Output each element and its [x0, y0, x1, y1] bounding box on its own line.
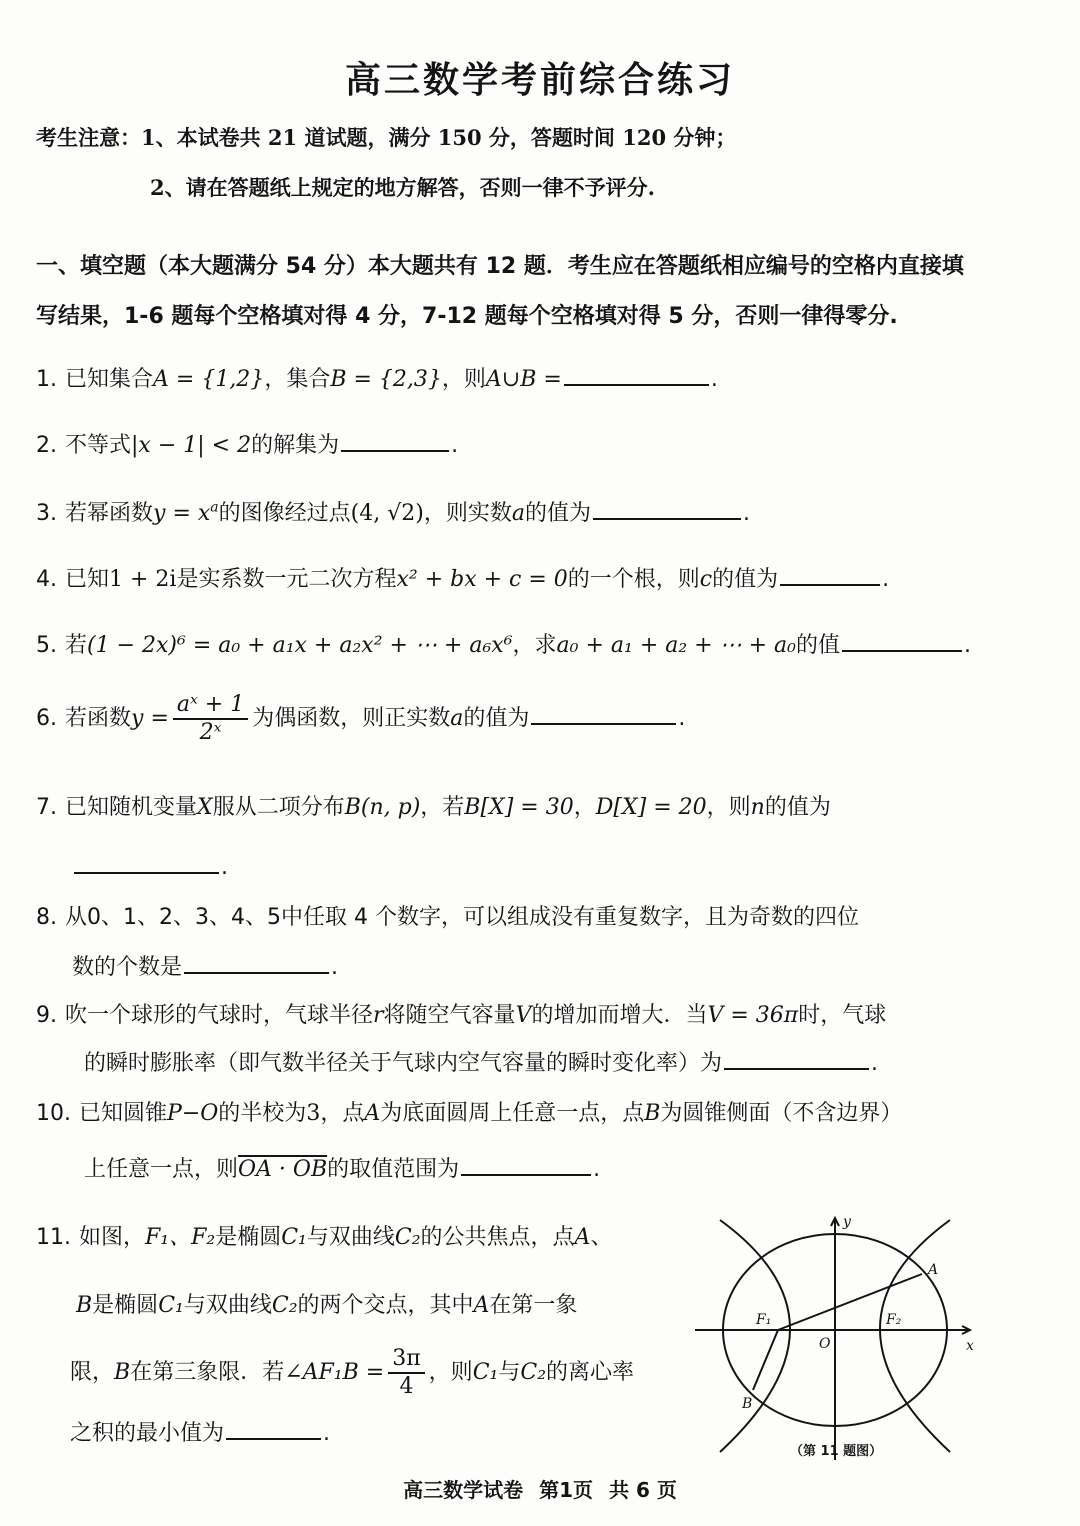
q1-text: ，集合: [264, 367, 331, 392]
q11-text: 、: [590, 1225, 613, 1250]
q11-text: 与: [498, 1360, 521, 1385]
q3-end: .: [742, 501, 750, 526]
q11-text: 在第三象限．若: [130, 1360, 285, 1385]
q6-text: 的值为: [463, 706, 530, 731]
answer-blank[interactable]: [564, 362, 709, 386]
answer-blank[interactable]: [341, 428, 449, 452]
q11-text: 与双曲线: [183, 1293, 272, 1318]
question-number: 10.: [36, 1101, 71, 1126]
q7-end: .: [221, 855, 228, 880]
q1-end: .: [710, 367, 718, 392]
dot-product: OA · OB: [238, 1157, 328, 1182]
page-footer: [0, 1474, 1080, 1503]
numerator: 3π: [388, 1346, 424, 1374]
q2-text: 不等式: [65, 433, 132, 458]
q10-text: 为底面圆周上任意一点，点: [380, 1101, 645, 1126]
inequality-expr: |x − 1| < 2: [131, 433, 252, 458]
hyperbola-right-branch: [880, 1220, 950, 1452]
question-number: 2.: [36, 433, 57, 458]
q8-line-2: 数的个数是: [72, 955, 183, 980]
q11-text: 的公共焦点，点: [420, 1225, 575, 1250]
q2-end: .: [451, 433, 459, 458]
y-label: y: [843, 1214, 851, 1230]
question-5: [36, 628, 971, 659]
denominator: 2ˣ: [199, 720, 222, 745]
q8-line-1: 从0、1、2、3、4、5中任取 4 个数字，可以组成没有重复数字，且为奇数的四位: [65, 905, 859, 930]
q5-text: ，求: [512, 633, 557, 658]
question-10: [36, 1096, 902, 1127]
exponent: a: [210, 499, 219, 516]
q11-text: 与双曲线: [306, 1225, 395, 1250]
ellipse-c1: C₁: [472, 1360, 499, 1385]
question-7-blank-line: [72, 850, 228, 880]
q9-text: 吹一个球形的气球时，气球半径: [65, 1003, 374, 1028]
q10-text: 上任意一点，则: [84, 1157, 239, 1182]
question-4: [36, 562, 889, 593]
binomial-dist: B(n, p): [344, 795, 421, 820]
q10-text: ，点: [320, 1101, 365, 1126]
cone: P−O: [167, 1101, 219, 1126]
answer-blank[interactable]: [780, 562, 880, 586]
q10-end: .: [593, 1157, 601, 1182]
power-func: y = x: [153, 501, 211, 526]
union-expr: A∪B =: [485, 367, 562, 392]
q10-text: 已知圆锥: [79, 1101, 168, 1126]
q4-end: .: [882, 567, 890, 592]
q11-end: .: [323, 1421, 331, 1446]
q3-text: ，则实数: [423, 501, 512, 526]
point-b: B: [644, 1101, 661, 1126]
section-heading-line-1: 一、填空题（本大题满分 54 分）本大题共有 12 题．考生应在答题纸相应编号的空格内直接填: [36, 254, 964, 279]
fraction: [173, 692, 248, 746]
q7-text: 已知随机变量: [65, 795, 198, 820]
fraction: [388, 1346, 424, 1400]
variance: D[X] = 20: [595, 795, 707, 820]
question-number: 3.: [36, 501, 57, 526]
question-7: [36, 790, 831, 821]
q4-text: 是实系数一元二次方程: [176, 567, 397, 592]
question-number: 5.: [36, 633, 57, 658]
variable: a: [511, 501, 525, 526]
point-a: A: [574, 1225, 591, 1250]
point-a: A: [364, 1101, 381, 1126]
variable: n: [750, 795, 765, 820]
notice-line-1: 考生注意：1、本试卷共 21 道试题，满分 150 分，答题时间 120 分钟；: [36, 125, 737, 150]
question-number: 7.: [36, 795, 57, 820]
point-a: A: [473, 1293, 490, 1318]
question-6: [36, 692, 685, 746]
q6-text: 为偶函数，则正实数: [252, 706, 451, 731]
q9-text: 的增加而增大．当: [531, 1003, 708, 1028]
q11-text: 如图，: [79, 1225, 146, 1250]
numerator: aˣ + 1: [173, 692, 248, 720]
f1-label: F₁: [756, 1312, 772, 1328]
question-9-line-2: [84, 1046, 878, 1077]
angle-expr: ∠AF₁B =: [284, 1360, 385, 1385]
q7-text: ，: [573, 795, 596, 820]
q1-text: ，则: [441, 367, 486, 392]
answer-blank[interactable]: [842, 628, 962, 652]
question-2: [36, 428, 458, 459]
hyperbola-c2: C₂: [271, 1293, 298, 1318]
q7-text: 服从二项分布: [212, 795, 345, 820]
question-8: [36, 900, 859, 931]
question-8-line-2: [72, 950, 338, 981]
q11-line-4: 之积的最小值为: [70, 1421, 225, 1446]
q11-text: 在第一象: [489, 1293, 578, 1318]
hyperbola-c2: C₂: [394, 1225, 421, 1250]
hyperbola-c2: C₂: [520, 1360, 547, 1385]
q5-text: 的值: [795, 633, 840, 658]
question-11-line-4: [70, 1416, 330, 1447]
x-label: x: [966, 1338, 974, 1354]
answer-blank[interactable]: [724, 1046, 869, 1070]
page-title: 高三数学考前综合练习: [344, 60, 735, 101]
question-number: 9.: [36, 1003, 57, 1028]
q4-text: 的一个根，则: [567, 567, 700, 592]
a-label: A: [928, 1262, 939, 1278]
q11-text: 的两个交点，其中: [297, 1293, 474, 1318]
footer-total: 共 6 页: [609, 1478, 677, 1502]
variable: a: [450, 706, 464, 731]
question-9: [36, 998, 886, 1029]
q3-text: 的值为: [524, 501, 591, 526]
answer-blank[interactable]: [226, 1416, 321, 1440]
hyperbola-left-branch: [720, 1220, 790, 1452]
f2-label: F₂: [886, 1312, 902, 1328]
q11-text: 限，: [70, 1360, 115, 1385]
question-1: [36, 362, 718, 393]
ellipse-c1: C₁: [281, 1225, 307, 1250]
random-variable: X: [197, 795, 213, 820]
q11-text: 的离心率: [546, 1360, 635, 1385]
q2-text: 的解集为: [251, 433, 340, 458]
question-number: 8.: [36, 905, 57, 930]
q7-text: 的值为: [764, 795, 831, 820]
q11-text: 是椭圆: [215, 1225, 282, 1250]
coefficient-sum: a₀ + a₁ + a₂ + ⋯ + a₀: [556, 633, 796, 658]
section-heading-line-2: 写结果，1-6 题每个空格填对得 4 分，7-12 题每个空格填对得 5 分，否则一律得零分.: [36, 304, 898, 329]
expectation: B[X] = 30: [464, 795, 574, 820]
question-11-line-3: [70, 1346, 634, 1400]
radius-value: 3: [306, 1101, 321, 1126]
answer-blank[interactable]: [74, 850, 219, 874]
question-number: 4.: [36, 567, 57, 592]
quadratic-eq: x² + bx + c = 0: [396, 567, 568, 592]
answer-blank[interactable]: [531, 701, 676, 725]
question-11: [36, 1220, 612, 1251]
volume-cond: V = 36π: [707, 1003, 799, 1028]
binomial-expansion: (1 − 2x)⁶ = a₀ + a₁x + a₂x² + ⋯ + a₆x⁶: [87, 633, 513, 658]
q4-text: 已知: [65, 567, 110, 592]
set-a: A = {1,2}: [153, 367, 265, 392]
question-3: [36, 496, 750, 527]
ellipse-hyperbola-figure: [690, 1212, 980, 1462]
origin-label: O: [819, 1336, 831, 1352]
q9-line-2: 的瞬时膨胀率（即气数半径关于气球内空气容量的瞬时变化率）为: [84, 1051, 723, 1076]
q7-text: ，若: [420, 795, 465, 820]
point-b: B: [114, 1360, 131, 1385]
answer-blank[interactable]: [461, 1152, 591, 1176]
q9-text: 时，气球: [798, 1003, 887, 1028]
figure-caption: （第 11 题图）: [790, 1444, 883, 1459]
variable: c: [699, 567, 713, 592]
q10-text: 的半校为: [218, 1101, 307, 1126]
answer-blank[interactable]: [593, 496, 741, 520]
q5-text: 若: [65, 633, 88, 658]
q6-text: 若函数: [65, 706, 132, 731]
q1-text: 已知集合: [65, 367, 154, 392]
denominator: 4: [399, 1374, 414, 1399]
q8-end: .: [331, 955, 339, 980]
foci: F₁、F₂: [145, 1225, 216, 1250]
question-11-line-2: [76, 1288, 577, 1319]
question-number: 6.: [36, 706, 57, 731]
ellipse-c1: C₁: [158, 1293, 184, 1318]
point-b: B: [76, 1293, 93, 1318]
question-number: 1.: [36, 367, 57, 392]
footer-subject: 高三数学试卷: [403, 1478, 524, 1502]
b-label: B: [742, 1396, 753, 1412]
q7-text: ，则: [706, 795, 751, 820]
q6-end: .: [678, 706, 686, 731]
q10-text: 为圆锥侧面（不含边界）: [660, 1101, 903, 1126]
q3-text: 的图像经过点: [218, 501, 351, 526]
q9-text: 将随空气容量: [383, 1003, 516, 1028]
question-number: 11.: [36, 1225, 71, 1250]
variable: V: [515, 1003, 532, 1028]
variable: r: [373, 1003, 384, 1028]
point: (4, √2): [350, 501, 424, 526]
notice-line-2: 2、请在答题纸上规定的地方解答，否则一律不予评分.: [150, 175, 655, 200]
func-lhs: y =: [131, 706, 169, 731]
set-b: B = {2,3}: [330, 367, 442, 392]
complex-root: 1 + 2i: [109, 567, 177, 592]
q9-end: .: [871, 1051, 879, 1076]
q4-text: 的值为: [712, 567, 779, 592]
segment-f1-b: [753, 1330, 778, 1390]
q3-text: 若幂函数: [65, 501, 154, 526]
question-10-line-2: [84, 1152, 600, 1183]
footer-page: 第1页: [539, 1478, 594, 1502]
q10-text: 的取值范围为: [327, 1157, 460, 1182]
q5-end: .: [963, 633, 971, 658]
q11-text: ，则: [428, 1360, 473, 1385]
answer-blank[interactable]: [184, 950, 329, 974]
q11-text: 是椭圆: [92, 1293, 159, 1318]
